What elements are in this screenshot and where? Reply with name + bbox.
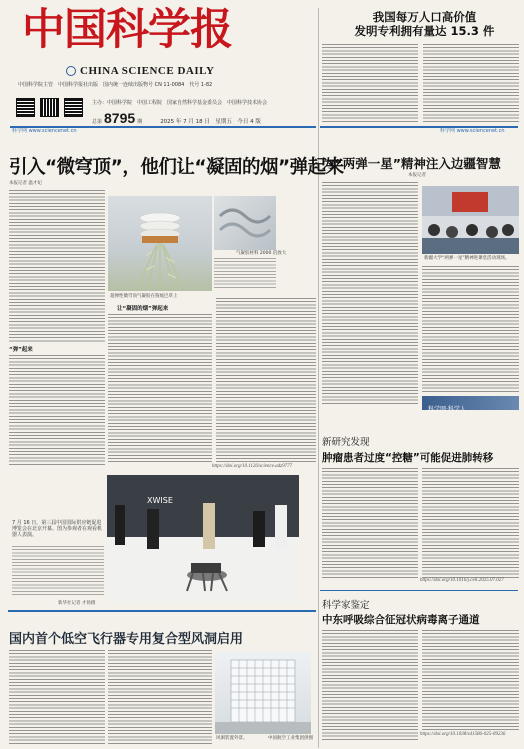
top-right-text-col1 <box>322 44 418 124</box>
lead-text-col1 <box>9 190 105 342</box>
sponsor-line: 主办：中国科学院 中国工程院 国家自然科学基金委员会 中国科学技术协会 <box>92 100 268 106</box>
bottom-headline: 国内首个低空飞行器专用复合型风洞启用 <box>9 632 244 647</box>
right-bottom-section: 科学家鉴定 <box>322 600 370 611</box>
aerogel-photo <box>108 196 212 291</box>
right-bottom-headline: 中东呼吸综合征冠状病毒离子通道 <box>322 614 480 626</box>
photo-story-text <box>12 546 104 596</box>
microscope-illustration <box>214 196 276 250</box>
lead-kicker: 让“凝固的烟”弹起来 <box>117 306 169 312</box>
website-right[interactable]: 科学网 www.sciencenet.cn <box>440 128 505 134</box>
right-mid-url[interactable]: https://doi.org/10.1016/j.cell.2025.07.027 <box>420 578 504 583</box>
classroom-photo <box>422 186 519 254</box>
right-bottom-text-col2 <box>422 630 519 730</box>
svg-text:XWISE: XWISE <box>147 496 173 505</box>
wind-tunnel-illustration <box>215 652 311 734</box>
qr-code-2-icon <box>40 98 59 117</box>
bottom-image-credit: 中国航空工业集团供图 <box>268 736 313 741</box>
wind-tunnel-photo <box>215 652 311 734</box>
issue-number: 8795 <box>104 110 136 126</box>
right-top-photo-caption: 新疆大学“两弹一星”精神进课堂活动现场。 <box>424 256 510 261</box>
lead-url[interactable]: https://doi.org/10.1126/science.adz9777 <box>212 464 293 469</box>
column-divider <box>318 8 319 748</box>
robot-expo-photo <box>107 475 299 603</box>
right-bottom-text-col1 <box>322 630 418 740</box>
qr-code-1-icon <box>16 98 35 117</box>
lead-sidebar-text <box>214 258 276 290</box>
classroom-illustration <box>422 186 519 254</box>
section-rule-bottom <box>8 610 316 612</box>
right-bottom-url[interactable]: https://doi.org/10.1038/s41586-025-09236 <box>420 732 506 737</box>
right-mid-text-col1 <box>322 468 418 578</box>
lead-text-col3 <box>216 298 316 464</box>
top-right-headline-line2: 发明专利拥有量达 15.3 件 <box>354 24 495 38</box>
issue-label: 总第 <box>92 119 103 125</box>
right-banner[interactable] <box>422 396 519 413</box>
lead-text-col1b <box>9 355 105 465</box>
lead-image-caption-1: 气凝胶材料 2000 倍放大 <box>236 251 287 256</box>
lead-subhead: “弹”起来 <box>9 347 33 353</box>
publisher-line: 中国科学院主管 中国科学报社出版 国内统一连续出版物号 CN 11-0084 代号 1-82 <box>18 82 213 88</box>
masthead-english-title: CHINA SCIENCE DAILY <box>80 65 215 77</box>
globe-logo-icon <box>66 66 76 76</box>
masthead-title: 中国科学报 <box>22 5 232 55</box>
right-top-text-col1 <box>322 182 418 404</box>
photo-story-caption: 7 月 16 日，第三届中国国际供应链促进博览会在北京开幕。图为参观者在观看机器人表演。 <box>12 520 103 538</box>
right-mid-section: 新研究发现 <box>322 437 370 448</box>
photo-story-credit: 新华社记者 才扬摄 <box>58 601 96 606</box>
robot-expo-illustration <box>107 475 299 603</box>
bottom-text-col2 <box>108 650 212 746</box>
lead-image-caption-2: 超弹性微穹顶气凝胶在狗尾巴草上 <box>110 294 178 299</box>
qr-code-3-icon <box>64 98 83 117</box>
right-mid-text-col2 <box>422 468 519 578</box>
top-right-text-col2 <box>423 44 519 124</box>
right-banner-text: 科学网·科学人 <box>428 406 466 413</box>
aerogel-illustration <box>108 196 212 291</box>
top-right-headline-line1: 我国每万人口高价值 <box>372 10 477 24</box>
bottom-text-col1 <box>9 650 105 746</box>
issue-suffix: 期 <box>137 119 143 125</box>
lead-byline: 本报记者 温才妃 <box>9 181 42 186</box>
website-left[interactable]: 科学网 www.sciencenet.cn <box>12 128 77 134</box>
lead-text-col2 <box>108 314 212 464</box>
right-top-byline: 本报记者 <box>408 173 426 178</box>
issue-date: 2025 年 7 月 18 日 星期五 今日 4 版 <box>160 119 261 125</box>
issue-info <box>92 110 261 126</box>
microscope-photo <box>214 196 276 250</box>
right-top-text-col2 <box>422 266 519 392</box>
right-top-headline: 为“两弹一星”精神注入边疆智慧 <box>322 156 501 171</box>
right-section-rule <box>320 590 518 591</box>
top-right-headline <box>332 10 517 38</box>
bottom-image-caption: 风洞装置外景。 <box>216 736 248 741</box>
right-mid-headline: 肿瘤患者过度“控糖”可能促进肺转移 <box>322 452 494 464</box>
lead-headline: 引入“微穹顶”，他们让“凝固的烟”弹起来 <box>9 157 344 178</box>
